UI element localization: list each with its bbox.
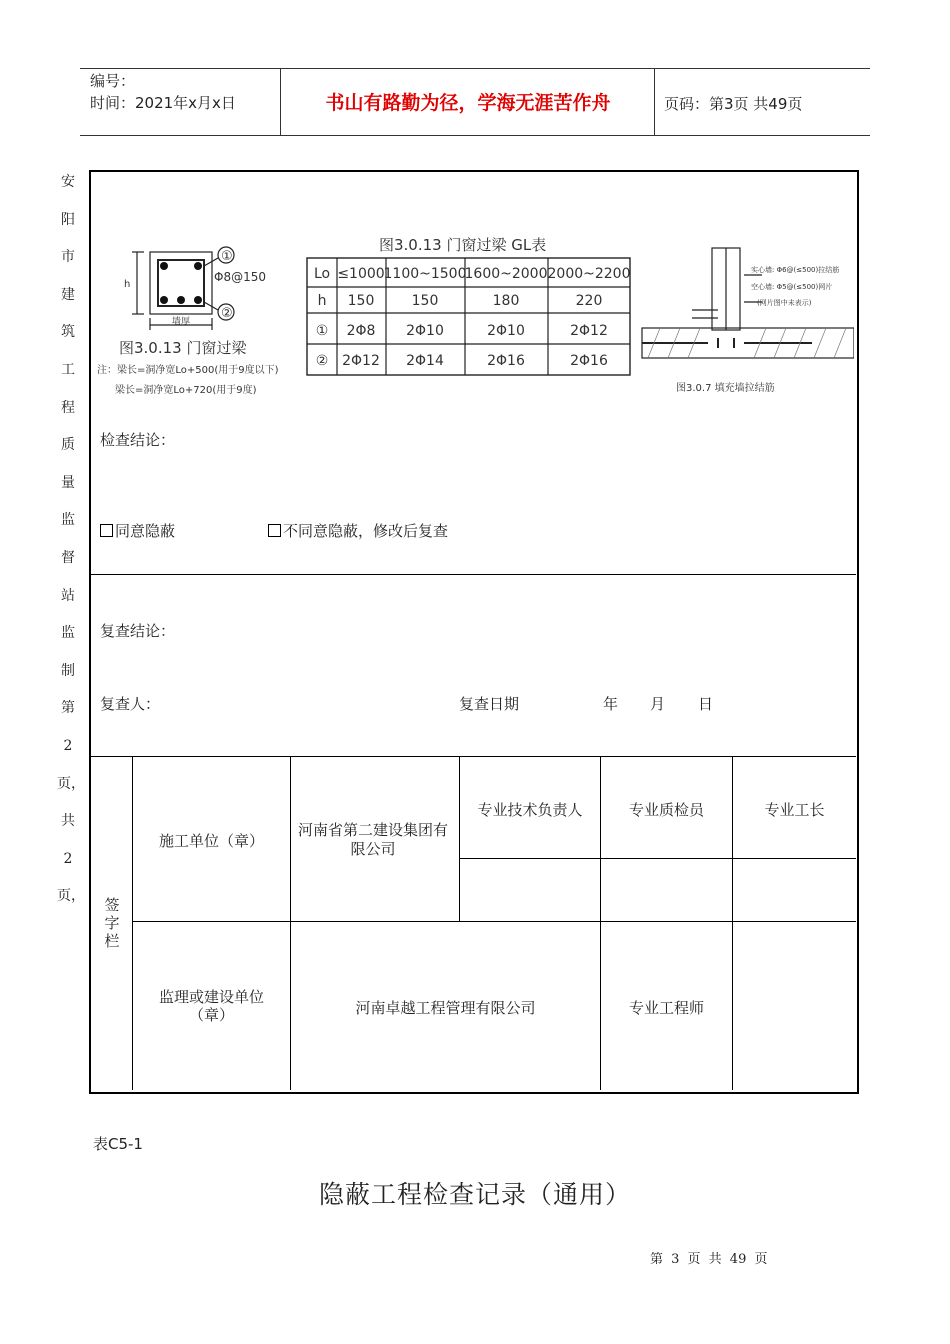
recheck-year: 年 xyxy=(603,695,619,713)
grid-line xyxy=(460,858,856,859)
lintel-title: 图3.0.13 门窗过梁 xyxy=(119,339,247,357)
gl-table-cell: 2Φ16 xyxy=(570,353,608,369)
construction-unit-label: 施工单位（章） xyxy=(158,832,264,850)
wall-note-3: (网片图中未表示) xyxy=(757,299,812,307)
gl-table-cell: 1100~1500 xyxy=(383,266,467,282)
dim-h: h xyxy=(124,279,131,290)
recheck-person-label: 复查人： xyxy=(100,695,161,713)
header-meta xyxy=(90,70,236,114)
lintel-note-2: 梁长=洞净宽Lo+720(用于9度) xyxy=(115,385,257,396)
gl-table-title: 图3.0.13 门窗过梁 GL表 xyxy=(379,236,547,254)
side-char: 页， xyxy=(57,888,85,905)
wall-note-2: 空心墙: Φ5@(≤500)网片 xyxy=(751,283,833,291)
quality-inspector-label: 专业质检员 xyxy=(628,801,704,819)
grid-line xyxy=(290,756,291,1090)
rebar-dot xyxy=(160,262,168,270)
document-title: 隐蔽工程检查记录（通用） xyxy=(318,1180,631,1209)
gl-table-cell: 150 xyxy=(347,293,375,309)
page-footer: 第 3 页 共 49 页 xyxy=(650,1252,768,1267)
grid-line xyxy=(732,756,733,1090)
section-divider xyxy=(91,574,856,575)
header-bottom-rule xyxy=(80,135,870,136)
section-divider xyxy=(91,756,856,757)
side-char: 安 xyxy=(61,174,75,190)
side-char: 建 xyxy=(61,286,75,303)
gl-table-cell: ① xyxy=(315,323,329,339)
marker-2: ② xyxy=(221,306,233,321)
foreman-label: 专业工长 xyxy=(764,801,825,819)
motto: 书山有路勤为径，学海无涯苦作舟 xyxy=(325,92,611,114)
gl-table-cell: h xyxy=(317,293,327,309)
lintel-drawing xyxy=(92,210,854,400)
side-char: 站 xyxy=(61,587,75,604)
header-divider xyxy=(280,68,281,135)
marker-1: ① xyxy=(221,249,233,264)
supervision-unit-line-1: 监理或建设单位 xyxy=(158,988,264,1006)
agree-label: 同意隐蔽 xyxy=(115,522,176,540)
gl-table-cell: 2000~2200 xyxy=(547,266,631,282)
rebar-dot xyxy=(194,262,202,270)
lintel-section-outer xyxy=(150,252,212,314)
construction-company: 河南省第二建设集团有限公司 xyxy=(298,821,449,858)
gl-table-cell: 2Φ10 xyxy=(487,323,525,339)
lintel-note-1: 注：梁长=洞净宽Lo+500(用于9度以下) xyxy=(97,365,279,376)
grid-line xyxy=(133,921,856,922)
supervision-unit-line-2: （章） xyxy=(188,1006,234,1024)
side-char: 阳 xyxy=(61,211,75,228)
gl-table-cell: ② xyxy=(315,353,329,369)
gl-table-cell: 180 xyxy=(492,293,520,309)
agree-checkbox[interactable] xyxy=(100,524,113,537)
header-top-rule xyxy=(80,68,870,69)
page-info: 页码：第3页 共49页 xyxy=(664,95,803,113)
wall-tie-title: 图3.0.7 填充墙拉结筋 xyxy=(676,383,775,394)
side-char: 筑 xyxy=(61,324,75,341)
gl-table-cell: 2Φ12 xyxy=(570,323,608,339)
side-char: 量 xyxy=(61,474,75,491)
side-char: 市 xyxy=(61,249,75,266)
grid-line xyxy=(132,756,133,1090)
side-char: 制 xyxy=(61,662,75,679)
rebar-dot xyxy=(194,296,202,304)
side-char: 质 xyxy=(61,437,75,454)
side-vertical-text xyxy=(57,172,85,924)
side-char: 2 xyxy=(63,737,73,754)
number-label: 编号： xyxy=(90,72,136,90)
gl-table-cell: Lo xyxy=(313,266,331,282)
header-divider xyxy=(654,68,655,135)
form-number: 表C5-1 xyxy=(93,1135,143,1153)
engineer-label: 专业工程师 xyxy=(628,999,704,1017)
gl-table-cell: 2Φ12 xyxy=(342,353,380,369)
side-char: 督 xyxy=(61,549,75,566)
gl-table-cell: 1600~2000 xyxy=(464,266,548,282)
rebar-dot xyxy=(177,296,185,304)
disagree-option[interactable] xyxy=(268,520,448,541)
gl-table-cell: 2Φ16 xyxy=(487,353,525,369)
recheck-conclusion-label: 复查结论： xyxy=(100,622,176,640)
side-char: 监 xyxy=(61,625,75,642)
recheck-month: 月 xyxy=(650,695,666,713)
signature-column-label: 签字栏 xyxy=(104,896,120,950)
side-char: 共 xyxy=(61,813,75,830)
supervision-unit-label xyxy=(134,988,289,1024)
recheck-day: 日 xyxy=(698,695,714,713)
gl-table-cell: 2Φ10 xyxy=(406,323,444,339)
tech-lead-label: 专业技术负责人 xyxy=(477,801,583,819)
grid-line xyxy=(600,756,601,1090)
gl-table-cell: 2Φ8 xyxy=(346,323,376,339)
time-label: 时间：2021年x月x日 xyxy=(90,94,236,112)
recheck-date-label: 复查日期 xyxy=(459,695,520,713)
side-char: 工 xyxy=(61,361,75,378)
side-char: 2 xyxy=(63,850,73,867)
wall-thickness-label: 墙厚 xyxy=(172,317,191,327)
stirrup-label: Φ8@150 xyxy=(214,270,266,284)
gl-table-cell: ≤1000 xyxy=(337,266,385,282)
side-char: 页， xyxy=(57,775,85,792)
side-char: 程 xyxy=(61,399,75,416)
wall-note-1: 实心墙: Φ6@(≤500)拉结筋 xyxy=(751,266,840,274)
gl-table-cell: 220 xyxy=(575,293,603,309)
disagree-label: 不同意隐蔽，修改后复查 xyxy=(283,522,449,540)
inspection-conclusion-label: 检查结论： xyxy=(100,431,176,449)
gl-table-cell: 150 xyxy=(411,293,439,309)
gl-table-cell: 2Φ14 xyxy=(406,353,444,369)
grid-line xyxy=(459,756,460,921)
side-char: 监 xyxy=(61,512,75,529)
agree-option[interactable] xyxy=(100,520,175,541)
disagree-checkbox[interactable] xyxy=(268,524,281,537)
rebar-dot xyxy=(160,296,168,304)
side-char: 第 xyxy=(61,700,75,717)
supervision-company: 河南卓越工程管理有限公司 xyxy=(355,999,536,1017)
